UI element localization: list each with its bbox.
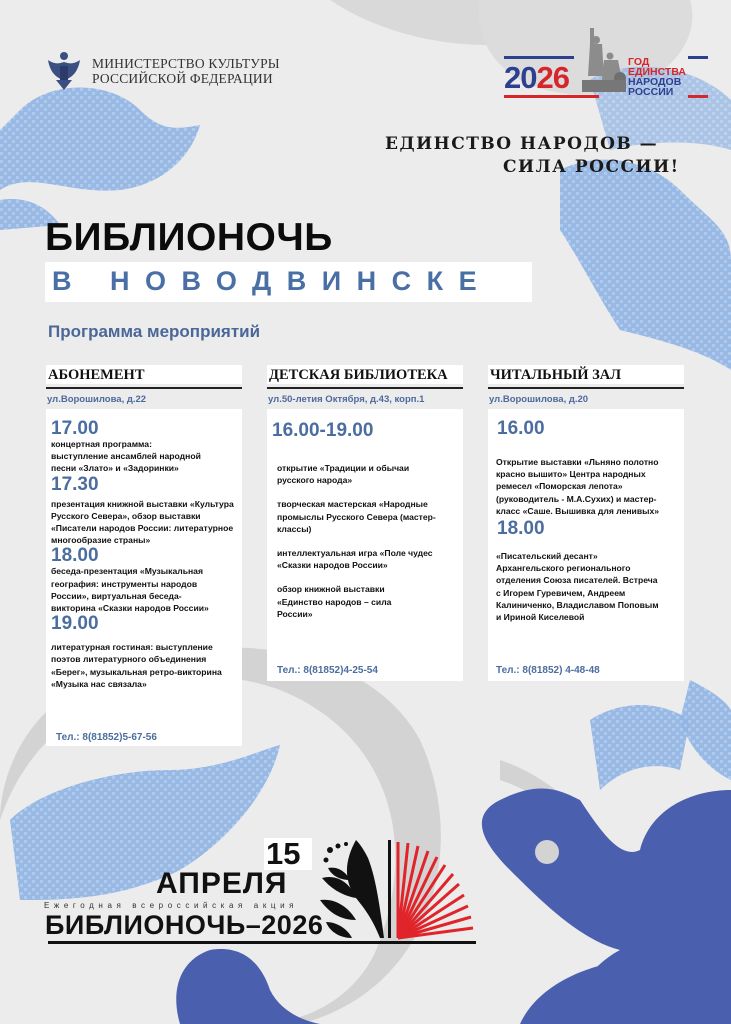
logo-word-4: РОССИИ — [628, 86, 674, 98]
event-month: АПРЕЛЯ — [156, 867, 288, 900]
program-heading: Программа мероприятий — [48, 322, 261, 341]
khokhloma-fan-book-icon — [316, 838, 476, 941]
ministry-of-culture-logo — [44, 50, 280, 92]
event-description: беседа-презентация «Музыкальная география: инструменты народов России», виртуальная беседа-викторина «Сказки народов России» — [51, 566, 209, 614]
venue-name: ДЕТСКАЯ БИБЛИОТЕКА — [267, 365, 463, 384]
event-time: 16.00-19.00 — [272, 420, 374, 441]
monument-icon — [576, 26, 626, 96]
annual-caption: Ежегодная всероссийская акция — [44, 901, 299, 910]
event-description: литературная гостиная: выступление поэтов литературного объединения «Берег», музыкальная ретро-викторина «Музыка нас связала» — [51, 642, 222, 689]
eagle-emblem-icon — [44, 50, 84, 92]
venue-column-abonement — [46, 365, 242, 746]
year-of-unity-logo — [500, 24, 722, 100]
phone-number: Тел.: 8(81852)5-67-56 — [56, 732, 157, 743]
phone-number: Тел.: 8(81852) 4-48-48 — [496, 665, 600, 676]
event-time: 17.00 — [51, 418, 99, 439]
event-name: БИБЛИОНОЧЬ–2026 — [45, 910, 324, 940]
activity-item: интеллектуальная игра «Поле чудес «Сказки народов России» — [277, 548, 433, 571]
activity-item: обзор книжной выставки «Единство народов – сила России» — [277, 584, 392, 619]
venue-column-reading-room — [488, 365, 684, 681]
event-time: 16.00 — [497, 418, 545, 439]
venue-name: АБОНЕМЕНТ — [46, 365, 242, 384]
activity-item: открытие «Традиции и обычаи русского народа» — [277, 463, 410, 486]
venue-column-children-library — [267, 365, 463, 681]
venue-name: ЧИТАЛЬНЫЙ ЗАЛ — [488, 365, 684, 384]
logo-word-2: ЕДИНСТВА — [628, 66, 686, 78]
page-title: БИБЛИОНОЧЬ — [45, 216, 333, 259]
schedule-card — [46, 409, 242, 746]
logo-bar — [688, 95, 708, 98]
logo-bar — [504, 95, 599, 98]
page-subtitle: В НОВОДВИНСКЕ — [52, 266, 493, 296]
phone-number: Тел.: 8(81852)4-25-54 — [277, 665, 378, 676]
event-day: 15 — [266, 836, 301, 871]
slogan — [385, 133, 680, 179]
event-description: презентация книжной выставки «Культура Русского Севера», обзор выставки «Писатели народов России: литературное многообразие страны» — [51, 498, 234, 546]
logo-word-1: ГОД — [628, 56, 650, 68]
year-part-2: 26 — [536, 60, 569, 95]
event-description: концертная программа: выступление ансамблей народной песни «Злато» и «Задоринки» — [51, 439, 201, 474]
logo-bar — [504, 56, 574, 59]
activity-item: творческая мастерская «Народные промыслы Русского Севера (мастер-классы) — [277, 499, 436, 534]
event-time: 19.00 — [51, 613, 99, 635]
event-time: 18.00 — [51, 545, 99, 567]
event-description: Открытие выставки «Льняно полотно красно вышито» Центра народных ремесел «Поморская лепота» (руководитель - М.А.Сухих) и мастер-класс «Саше. Вышивка для ленивых» — [496, 457, 660, 516]
event-time: 18.00 — [497, 518, 545, 540]
ministry-line-1: МИНИСТЕРСТВО КУЛЬТУРЫ — [92, 56, 280, 71]
slogan-line-1: ЕДИНСТВО НАРОДОВ — — [385, 134, 659, 154]
year-part-1: 20 — [504, 60, 537, 95]
footer-underline — [48, 941, 476, 944]
venue-address: ул.Ворошилова, д.20 — [489, 394, 589, 405]
event-time: 17.30 — [51, 473, 99, 495]
venue-address: ул.50-летия Октября, д.43, корп.1 — [268, 394, 425, 405]
logo-word-3: НАРОДОВ — [628, 76, 682, 88]
event-description: «Писательский десант» Архангельского регионального отделения Союза писателей. Встреча с Игорем Гуревичем, Андреем Калиниченко, Владиславом Поповым и Ириной Киселевой — [496, 551, 659, 623]
ministry-line-2: РОССИЙСКОЙ ФЕДЕРАЦИИ — [92, 71, 273, 86]
slogan-line-2: СИЛА РОССИИ! — [503, 157, 680, 177]
logo-year — [504, 60, 569, 96]
logo-bar — [688, 56, 708, 59]
schedule-card — [267, 409, 463, 681]
venue-address: ул.Ворошилова, д.22 — [47, 394, 147, 405]
schedule-card — [488, 409, 684, 681]
